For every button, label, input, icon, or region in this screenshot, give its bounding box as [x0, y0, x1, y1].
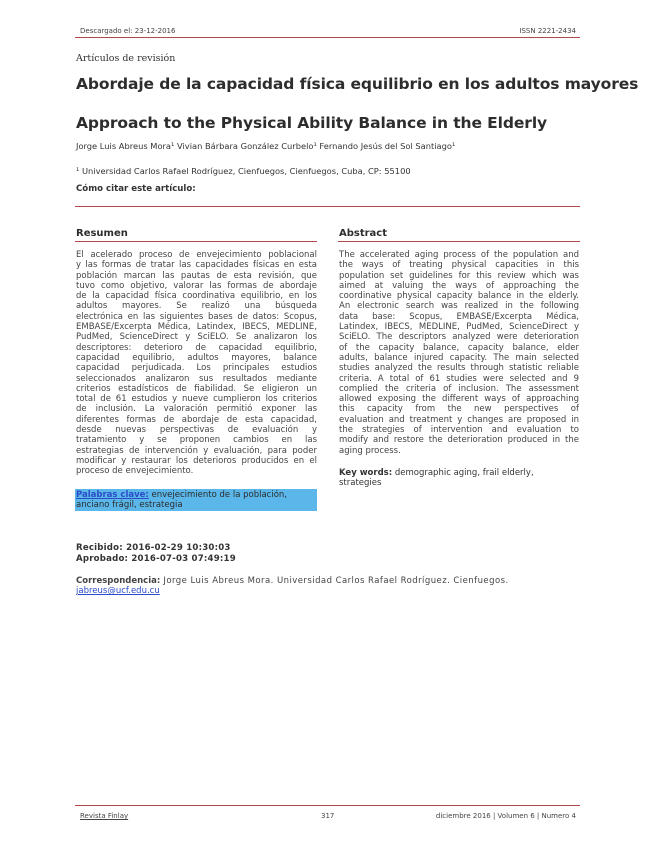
resumen-line: estrategias de intervención y evaluación, para poder: [76, 445, 317, 456]
abstract-line: evaluation and treatment y changes are proposed in: [339, 414, 579, 425]
resumen-line: EMBASE/Excerpta Médica, Latindex, IBECS, MEDLINE,: [76, 322, 317, 333]
abstract-rule: [338, 241, 580, 242]
resumen-line: seleccionados analizaron sus resultados mediante: [76, 373, 317, 384]
resumen-line: total de 61 estudios y nueve cumplieron los criterios: [76, 394, 317, 405]
abstract-line: this capacity from the new perspectives of: [339, 404, 579, 415]
resumen-body: [76, 250, 317, 477]
abstract-line: population set guidelines for this review which was: [339, 270, 579, 281]
abstract-line: aimed at valuing the ways of approaching the: [339, 280, 579, 291]
abstract-line: studies analyzed the results through statistic reliable: [339, 363, 579, 374]
abstract-line: Latindex, IBECS, MEDLINE, PudMed, ScienceDirect y: [339, 322, 579, 333]
received-date: Recibido: 2016-02-29 10:30:03: [76, 543, 231, 553]
page-number: 317: [321, 812, 335, 820]
resumen-line: de la capacidad física coordinativa equilibrio, en los: [76, 291, 317, 302]
title-es: Abordaje de la capacidad física equilibrio en los adultos mayores: [76, 75, 639, 93]
issn: ISSN 2221-2434: [519, 27, 576, 35]
header-rule: [75, 37, 580, 38]
section-label: Artículos de revisión: [76, 53, 176, 64]
resumen-line: electrónica en las siguientes bases de datos: Scopus,: [76, 311, 317, 322]
key-words-text-1: demographic aging, frail elderly,: [392, 468, 534, 478]
resumen-line: adultos mayores. Se realizó una búsqueda: [76, 301, 317, 312]
authors: Jorge Luis Abreus Mora¹ Vivian Bárbara González Curbelo¹ Fernando Jesús del Sol Santiago¹: [76, 141, 456, 151]
resumen-line: tratamiento y se proponen cambios en las: [76, 435, 317, 446]
abstract-line: data base: Scopus, EMBASE/Excerpta Médica,: [339, 311, 579, 322]
abstract-heading: Abstract: [339, 228, 388, 239]
cite-label: Cómo citar este artículo:: [76, 184, 196, 194]
abstract-line: the strategies of intervention and evaluation to: [339, 425, 579, 436]
palabras-clave-text-2: anciano frágil, estrategia: [76, 500, 183, 511]
abstract-line: allowed exposing the different ways of approaching: [339, 394, 579, 405]
abstract-line: of the capacity balance, capacity balance, elder: [339, 342, 579, 353]
resumen-rule: [75, 241, 317, 242]
approved-date: Aprobado: 2016-07-03 07:49:19: [76, 554, 236, 564]
abstract-line: criteria. A total of 61 studies were selected and 9: [339, 373, 579, 384]
abstract-line: SciELO. The descriptors analyzed were deterioration: [339, 332, 579, 343]
correspondence-label: Correspondencia:: [76, 576, 161, 586]
abstract-line: An electronic search was realized in the following: [339, 301, 579, 312]
resumen-line: criterios estadísticos de fiabilidad. Se eligieron un: [76, 383, 317, 394]
correspondence-text: Jorge Luis Abreus Mora. Universidad Carlos Rafael Rodríguez. Cienfuegos.: [160, 576, 509, 586]
key-words-text-2: strategies: [339, 478, 382, 489]
resumen-line: desde nuevas perspectivas de evaluación y: [76, 425, 317, 436]
abstract-line: adults, balance injured capacity. The main selected: [339, 352, 579, 363]
resumen-line: población marcan las pautas de esta revisión, que: [76, 270, 317, 281]
resumen-line: modificar y restaurar los deterioros producidos en el: [76, 455, 317, 466]
key-words-label: Key words:: [339, 468, 393, 478]
correspondence-email-link[interactable]: jabreus@ucf.edu.cu: [76, 586, 160, 596]
resumen-line: PudMed, ScienceDirect y SciELO. Se analizaron los: [76, 332, 317, 343]
palabras-clave-label[interactable]: Palabras clave:: [76, 490, 149, 500]
abstract-body: [339, 250, 579, 456]
title-en: Approach to the Physical Ability Balance in the Elderly: [76, 114, 548, 132]
issue-info: diciembre 2016 | Volumen 6 | Numero 4: [435, 812, 576, 820]
affiliation: ¹ Universidad Carlos Rafael Rodríguez, Cienfuegos, Cienfuegos, Cuba, CP: 55100: [76, 166, 411, 176]
resumen-line: diferentes formas de abordaje de esta capacidad,: [76, 414, 317, 425]
resumen-line: capacidad perjudicada. Los principales estudios: [76, 363, 317, 374]
resumen-heading: Resumen: [76, 228, 128, 239]
download-date: Descargado el: 23-12-2016: [80, 27, 176, 35]
abstract-line: complied the criteria of inclusion. The assessment: [339, 383, 579, 394]
correspondence: [76, 576, 509, 596]
abstract-line: the ways of treating physical capacities in this: [339, 260, 579, 271]
resumen-line: proceso de envejecimiento.: [76, 466, 194, 477]
palabras-clave-text-1: envejecimiento de la población,: [148, 490, 287, 500]
abstract-line: coordinative physical capacity balance in the elderly.: [339, 291, 579, 302]
resumen-line: El acelerado proceso de envejecimiento poblacional: [76, 250, 317, 260]
resumen-line: de inclusión. La valoración permitió exponer las: [76, 404, 317, 415]
resumen-line: tuvo como objetivo, valorar las formas de abordaje: [76, 280, 317, 291]
palabras-clave: [76, 490, 316, 511]
journal-link[interactable]: Revista Finlay: [80, 812, 129, 820]
resumen-line: y las formas de tratar las capacidades físicas en esta: [76, 260, 317, 271]
footer-rule: [75, 805, 580, 806]
key-words: [339, 468, 579, 489]
abstract-line: aging process.: [339, 445, 401, 456]
resumen-line: descriptores: deterioro de capacidad equilibrio,: [76, 342, 317, 353]
abstract-line: modify and restore the deterioration produced in the: [339, 435, 579, 446]
resumen-line: capacidad equilibrio, adultos mayores, balance: [76, 352, 317, 363]
cite-rule: [75, 206, 580, 207]
abstract-line: The accelerated aging process of the population and: [339, 250, 579, 260]
